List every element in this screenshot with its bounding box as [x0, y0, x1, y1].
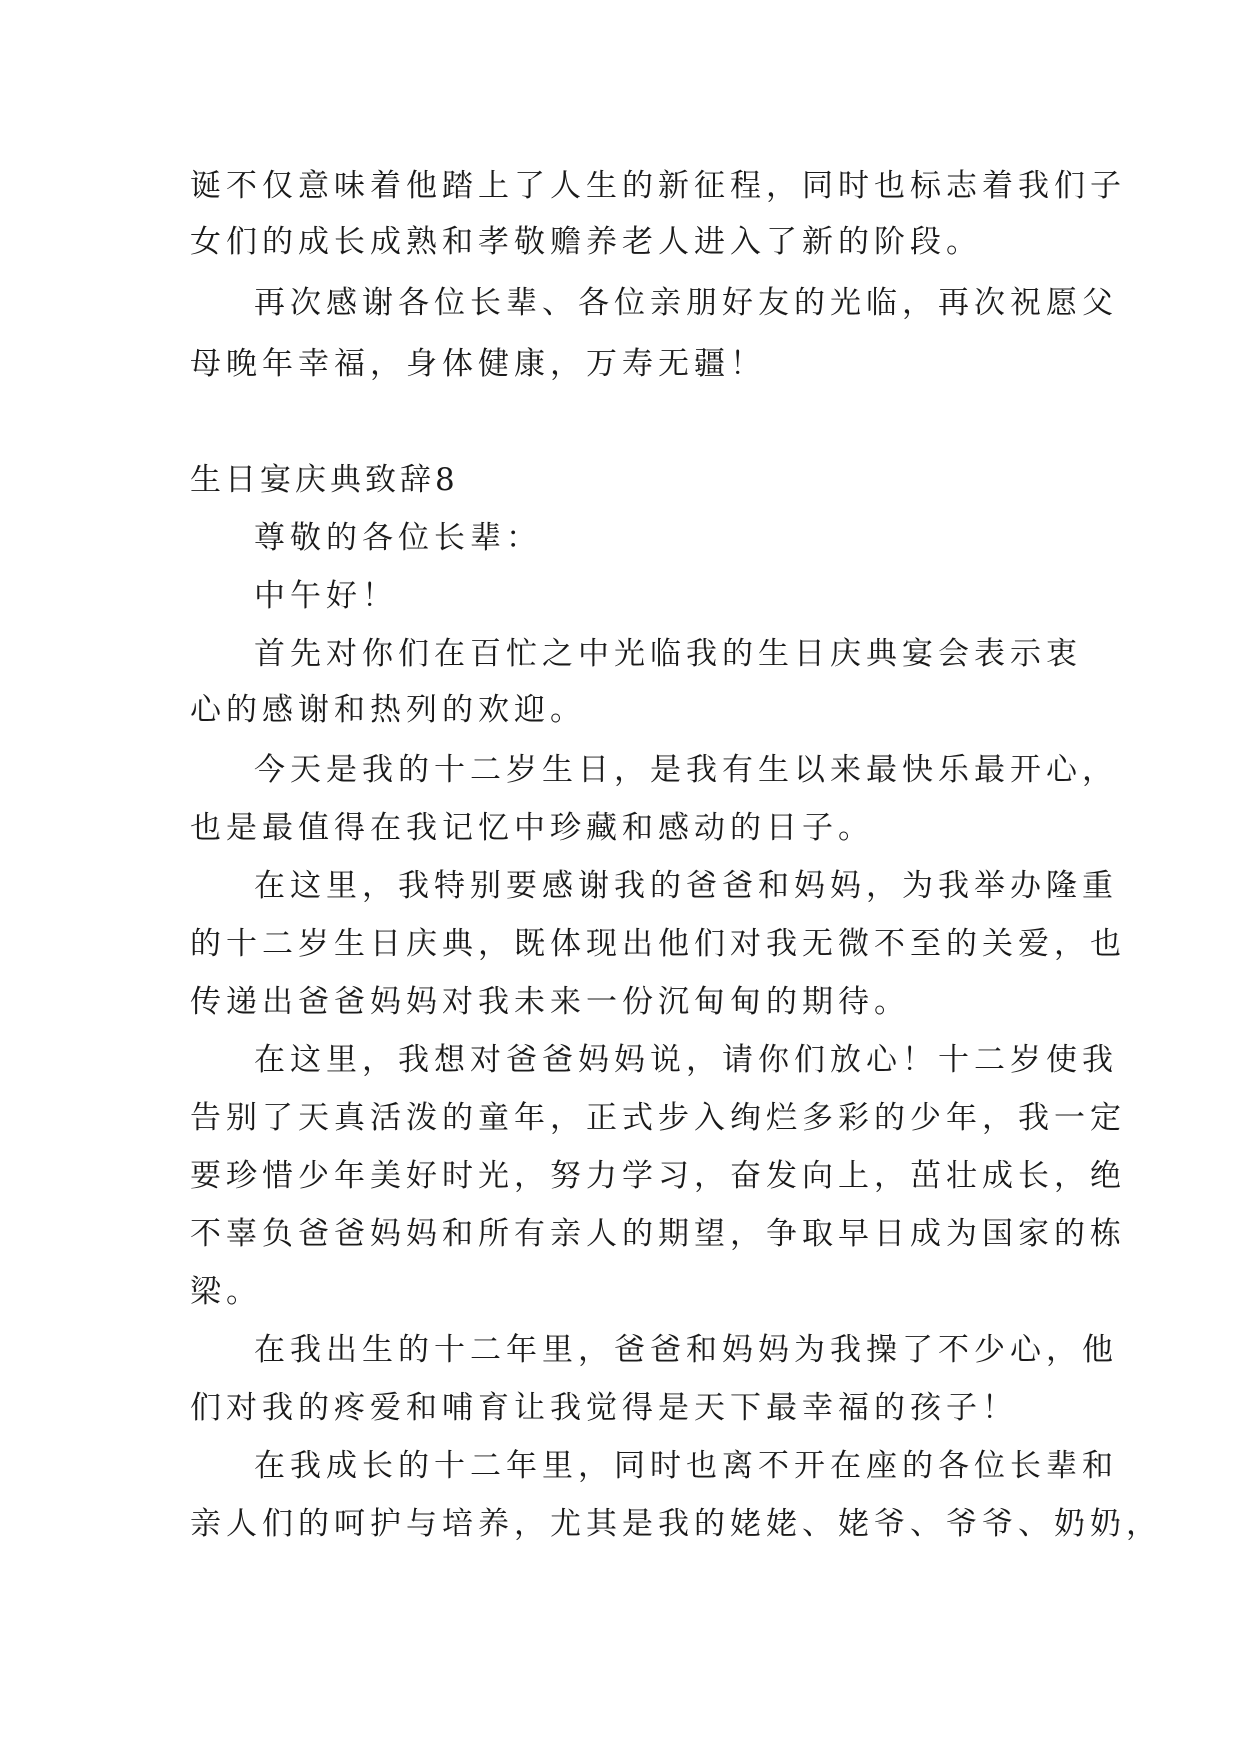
text-line: 首先对你们在百忙之中光临我的生日庆典宴会表示衷 — [254, 636, 1082, 672]
text-line: 们对我的疼爱和哺育让我觉得是天下最幸福的孩子！ — [190, 1390, 1018, 1426]
text-line: 在我成长的十二年里，同时也离不开在座的各位长辈和 — [254, 1448, 1118, 1484]
text-line: 不辜负爸爸妈妈和所有亲人的期望，争取早日成为国家的栋 — [190, 1216, 1126, 1252]
text-line: 在我出生的十二年里，爸爸和妈妈为我操了不少心，他 — [254, 1332, 1118, 1368]
text-line: 母晚年幸福，身体健康，万寿无疆！ — [190, 346, 766, 382]
text-line: 再次感谢各位长辈、各位亲朋好友的光临，再次祝愿父 — [254, 285, 1118, 321]
text-line: 在这里，我想对爸爸妈妈说，请你们放心！十二岁使我 — [254, 1042, 1118, 1078]
text-line: 传递出爸爸妈妈对我未来一份沉甸甸的期待。 — [190, 984, 910, 1020]
section-heading: 生日宴庆典致辞8 — [190, 462, 459, 498]
text-line: 告别了天真活泼的童年，正式步入绚烂多彩的少年，我一定 — [190, 1100, 1126, 1136]
text-line: 的十二岁生日庆典，既体现出他们对我无微不至的关爱，也 — [190, 926, 1126, 962]
text-line: 心的感谢和热列的欢迎。 — [190, 692, 586, 728]
salutation: 尊敬的各位长辈： — [254, 520, 542, 556]
text-line: 亲人们的呵护与培养，尤其是我的姥姥、姥爷、爷爷、奶奶， — [190, 1506, 1162, 1542]
text-line: 诞不仅意味着他踏上了人生的新征程，同时也标志着我们子 — [190, 168, 1126, 204]
greeting: 中午好！ — [254, 578, 398, 614]
text-line: 在这里，我特别要感谢我的爸爸和妈妈，为我举办隆重 — [254, 868, 1118, 904]
text-line: 今天是我的十二岁生日，是我有生以来最快乐最开心， — [254, 752, 1118, 788]
text-line: 也是最值得在我记忆中珍藏和感动的日子。 — [190, 810, 874, 846]
text-line: 女们的成长成熟和孝敬赡养老人进入了新的阶段。 — [190, 224, 982, 260]
text-line: 梁。 — [190, 1274, 262, 1310]
text-line: 要珍惜少年美好时光，努力学习，奋发向上，茁壮成长，绝 — [190, 1158, 1126, 1194]
